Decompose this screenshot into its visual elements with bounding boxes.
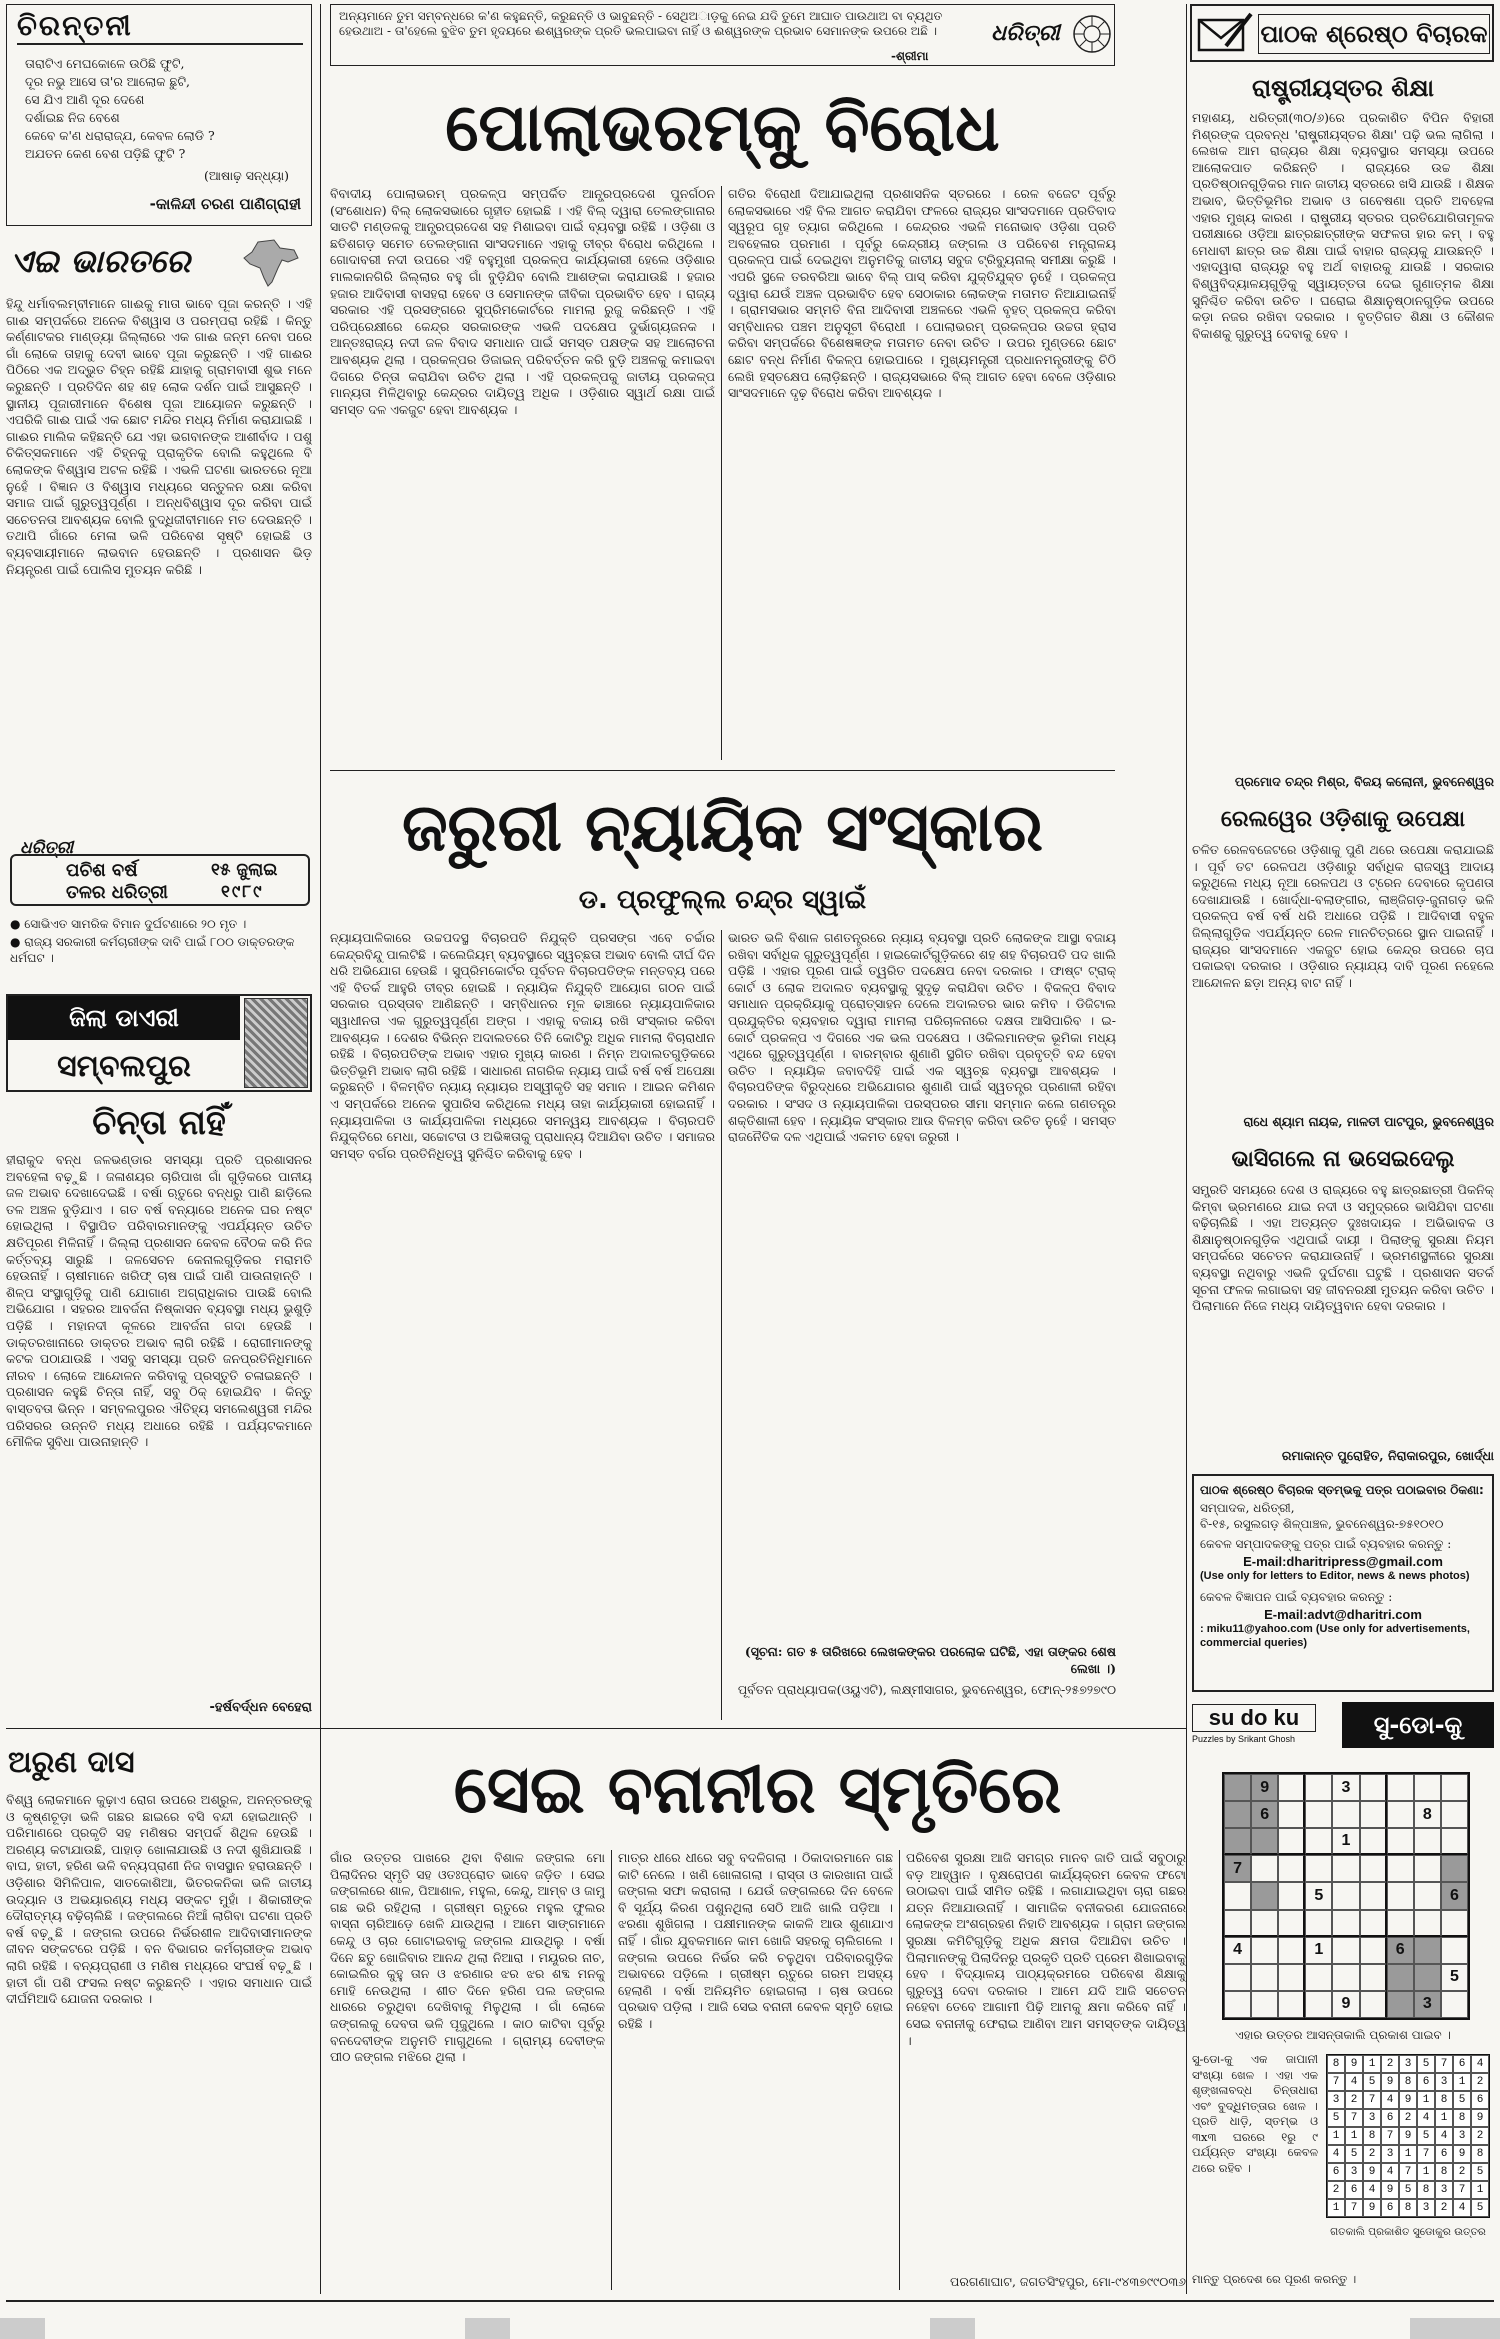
sudoku-solution-cell: 1: [1327, 2199, 1345, 2217]
sudoku-cell[interactable]: [1441, 1774, 1468, 1801]
arun-col-3: ପରିବେଶ ସୁରକ୍ଷା ଆଜି ସମଗ୍ର ମାନବ ଜାତି ପାଇଁ ସବୁଠାରୁ ବଡ଼ ଆହ୍ୱାନ । ବୃକ୍ଷରୋପଣ କାର୍ଯ୍ୟକ୍ରମ କେବଳ ଫଟୋ ଉଠାଇବା ପାଇଁ ସୀମିତ ରହିଛି । ଲଗାଯାଇଥିବା ଚାରା ଗଛର ଯତ୍ନ ନିଆଯାଉନାହିଁ । ସାମାଜିକ ବନୀକରଣ ଯୋଜନାରେ ଲୋକଙ୍କ ଅଂଶଗ୍ରହଣ ନିହାତି ଆବଶ୍ୟକ । ଗ୍ରାମ ଜଙ୍ଗଲ ସୁରକ୍ଷା କମିଟିଗୁଡ଼ିକୁ ଅଧିକ କ୍ଷମତା ଦିଆଯିବା ଉଚିତ । ପିଲାମାନଙ୍କୁ ପିଲାଦିନରୁ ପ୍ରକୃତି ପ୍ରତି ପ୍ରେମ ଶିଖାଇବାକୁ ହେବ । ବିଦ୍ୟାଳୟ ପାଠ୍ୟକ୍ରମରେ ପରିବେଶ ଶିକ୍ଷାକୁ ଗୁରୁତ୍ୱ ଦେବା ଦରକାର । ଆମେ ଯଦି ଆଜି ସଚେତନ ନହେବା ତେବେ ଆଗାମୀ ପିଢ଼ି ଆମକୁ କ୍ଷମା କରିବେ ନାହିଁ । ସେଇ ବନାନୀକୁ ଫେରାଇ ଆଣିବା ଆମ ସମସ୍ତଙ୍କ ଦାୟିତ୍ୱ ।: [906, 1850, 1186, 2048]
sudoku-solution-cell: 6: [1381, 2199, 1399, 2217]
sudoku-solution-cell: 9: [1399, 2127, 1417, 2145]
sudoku-solution-cell: 7: [1327, 2073, 1345, 2091]
sudoku-cell[interactable]: [1224, 1801, 1251, 1828]
left-col-divider: [320, 4, 321, 2294]
dharitri-logo-small: ଧରିତ୍ରୀ: [991, 21, 1060, 46]
sudoku-cell[interactable]: 6: [1251, 1801, 1278, 1828]
sudoku-grid[interactable]: [1222, 1772, 1470, 2020]
right-col-divider: [1186, 4, 1187, 2294]
sudoku-solution-cell: 3: [1381, 2145, 1399, 2163]
pachisha-box: [6, 838, 312, 908]
sudoku-solution-cell: 6: [1471, 2091, 1489, 2109]
sudoku-cell[interactable]: 9: [1332, 1991, 1359, 2018]
sudoku-solution-cell: 8: [1399, 2199, 1417, 2217]
lead-col-2: ଗତିର ବିରୋଧୀ ଦିଆଯାଇଥିଲା ପ୍ରଶାସନିକ ସ୍ତରରେ । ରେଳ ବଜେଟ ପୂର୍ବରୁ ଲୋକସଭାରେ ଏହି ବିଲ ଆଗତ କରାଯିବା ଫଳରେ ରାଜ୍ୟର ସାଂସଦମାନେ ପ୍ରତିବାଦ ସ୍ୱରୂପ ଗୃହ ତ୍ୟାଗ କରିଥିଲେ । କେନ୍ଦ୍ରର ଏଭଳି ମନୋଭାବ ଓଡ଼ିଶା ପ୍ରତି ଅବହେଳାର ପ୍ରମାଣ । ପୂର୍ବରୁ କେନ୍ଦ୍ରୀୟ ଜଙ୍ଗଲ ଓ ପରିବେଶ ମନ୍ତ୍ରାଳୟ ପ୍ରକଳ୍ପ ପାଇଁ ଦେଇଥିବା ଅନୁମତିକୁ ଜାତୀୟ ସବୁଜ ଟ୍ରିବ୍ୟୁନାଲ୍ ସମୀକ୍ଷା କରୁଛି । ଏପରି ସ୍ଥଳେ ତରବରିଆ ଭାବେ ବିଲ୍ ପାସ୍ କରିବା ଯୁକ୍ତିଯୁକ୍ତ ନୁହେଁ । ପ୍ରକଳ୍ପ ଦ୍ୱାରା ଯେଉଁ ଅଞ୍ଚଳ ପ୍ରଭାବିତ ହେବ ସେଠାକାର ଲୋକଙ୍କ ମତାମତ ନିଆଯାଇନାହିଁ । ଗ୍ରାମସଭାର ସମ୍ମତି ବିନା ଆଦିବାସୀ ଅଞ୍ଚଳରେ ଏଭଳି ବୃହତ୍ ପ୍ରକଳ୍ପ କରିବା ସମ୍ବିଧାନର ପଞ୍ଚମ ଅନୁସୂଚୀ ବିରୋଧୀ । ପୋଲାଭରମ୍ ପ୍ରକଳ୍ପର ଉଚ୍ଚତା ହ୍ରାସ କରିବା ସମ୍ପର୍କରେ ବିଶେଷଜ୍ଞଙ୍କ ମତାମତ ନେବା ଉଚିତ । ଉପର ମୁଣ୍ଡରେ ଛୋଟ ଛୋଟ ବନ୍ଧ ନିର୍ମାଣ ବିକଳ୍ପ ହୋଇପାରେ । ମୁଖ୍ୟମନ୍ତ୍ରୀ ପ୍ରଧାନମନ୍ତ୍ରୀଙ୍କୁ ଚିଠି ଲେଖି ହସ୍ତକ୍ଷେପ ଲୋଡ଼ିଛନ୍ତି । ରାଜ୍ୟସଭାରେ ବିଲ୍ ଆଗତ ହେବା ବେଳେ ଓଡ଼ିଶାର ସାଂସଦମାନେ ଦୃଢ଼ ବିରୋଧ କରିବା ଆବଶ୍ୟକ ।: [728, 186, 1116, 401]
sudoku-solution-cell: 8: [1399, 2073, 1417, 2091]
contact-line-1: ସମ୍ପାଦକ, ଧରିତ୍ରୀ,: [1200, 1501, 1295, 1515]
sudoku-cell[interactable]: [1387, 1910, 1414, 1937]
sudoku-cell[interactable]: [1414, 1882, 1441, 1909]
sudoku-cell[interactable]: [1278, 1991, 1305, 2018]
sudoku-solution-cell: 1: [1363, 2055, 1381, 2073]
sudoku-solution-cell: 7: [1417, 2145, 1435, 2163]
sudoku-solution-cell: 4: [1345, 2073, 1363, 2091]
sudoku-solution-cell: 9: [1363, 2199, 1381, 2217]
sudoku-cell[interactable]: [1305, 1964, 1332, 1991]
contact-email-2b[interactable]: : miku11@yahoo.com (Use only for advertisements, commercial queries): [1200, 1623, 1470, 1649]
lead-col-divider: [721, 186, 722, 760]
contact-ad-note: କେବଳ ବିଜ୍ଞାପନ ପାଇଁ ବ୍ୟବହାର କରନ୍ତୁ :: [1200, 1590, 1393, 1604]
sudoku-solution-cell: 4: [1417, 2109, 1435, 2127]
quote-text: ଅନ୍ୟମାନେ ତୁମ ସମ୍ବନ୍ଧରେ କ'ଣ କହୁଛନ୍ତି, କରୁଛନ୍ତି ଓ ଭାବୁଛନ୍ତି - ସେଥିଅାଡ଼କୁ ନେଇ ଯଦି ତୁମେ ଆଘାତ ପାଉଥାଅ ବା ବ୍ୟଥିତ ହେଉଥାଅ - ତା'ହେଲେ ବୁଝିବ ତୁମ ହୃଦୟରେ ଈଶ୍ୱରଙ୍କ ପ୍ରତି ଭଲପାଇବା ନାହିଁ ଓ ଈଶ୍ୱରଙ୍କ ପ୍ରଭାବ ସେମାନଙ୍କ ଉପରେ ଅଛି ।: [339, 9, 943, 38]
sudoku-solution-cell: 5: [1345, 2145, 1363, 2163]
sudoku-cell[interactable]: [1278, 1910, 1305, 1937]
sudoku-cell[interactable]: [1251, 1855, 1278, 1882]
sudoku-solution-cell: 8: [1327, 2055, 1345, 2073]
sudoku-solution-cell: 7: [1345, 2109, 1363, 2127]
sudoku-solution-cell: 8: [1453, 2109, 1471, 2127]
letter-2-text: ଚଳିତ ରେଳବଜେଟରେ ଓଡ଼ିଶାକୁ ପୁଣି ଥରେ ଉପେକ୍ଷା କରାଯାଇଛି । ପୂର୍ବ ତଟ ରେଳପଥ ଓଡ଼ିଶାରୁ ସର୍ବାଧିକ ରାଜସ୍ୱ ଆଦାୟ କରୁଥିଲେ ମଧ୍ୟ ନୂଆ ରେଳପଥ ଓ ଟ୍ରେନ ଦେବାରେ କୃପଣତା ଦେଖାଯାଉଛି । ଖୋର୍ଦ୍ଧା-ବଲାଙ୍ଗୀର, ଲାଞ୍ଜିଗଡ଼-ଜୁନାଗଡ଼ ଭଳି ପ୍ରକଳ୍ପ ବର୍ଷ ବର୍ଷ ଧରି ଅଧାରେ ପଡ଼ିଛି । ଆଦିବାସୀ ବହୁଳ ଜିଲ୍ଲାଗୁଡ଼ିକ ଏପର୍ଯ୍ୟନ୍ତ ରେଳ ମାନଚିତ୍ରରେ ସ୍ଥାନ ପାଇନାହିଁ । ରାଜ୍ୟର ସାଂସଦମାନେ ଏକଜୁଟ ହୋଇ କେନ୍ଦ୍ର ଉପରେ ଚାପ ପକାଇବା ଦରକାର । ଓଡ଼ିଶାର ନ୍ୟାଯ୍ୟ ଦାବି ପୂରଣ ନହେଲେ ଆନ୍ଦୋଳନ ଛଡ଼ା ଅନ୍ୟ ବାଟ ନାହିଁ ।: [1192, 842, 1494, 990]
justice-headline: ଜରୁରୀ ନ୍ୟାୟିକ ସଂସ୍କାର: [401, 789, 1044, 866]
chiranthani-source: (ଆଷାଢ଼ ସନ୍ଧ୍ୟା): [204, 168, 289, 183]
contact-email-1[interactable]: E-mail:dharitripress@gmail.com: [1243, 1554, 1443, 1569]
sudoku-cell[interactable]: [1387, 1801, 1414, 1828]
arun-title: ଅରୁଣ ଦାସ: [8, 1745, 135, 1780]
sudoku-solution-cell: 4: [1381, 2163, 1399, 2181]
arun-divider-1: [611, 1850, 612, 2290]
sudoku-credit: Puzzles by Srikant Ghosh: [1192, 1734, 1296, 1744]
sudoku-solution-cell: 1: [1417, 2091, 1435, 2109]
sudoku-cell[interactable]: [1360, 1828, 1387, 1855]
arun-text: ବିଶ୍ୱ ଲୋକମାନେ କୁଢ଼ାଏ ରୋଗ ଉପରେ ଅଶ୍ରୁଳ, ଅନନ୍ତରଙ୍କୁ ଓ କୃଷ୍ଣଚୂଡ଼ା ଭଳି ଗଛର ଛାଇରେ ବସି ବନ୍ଦୀ ହୋଇଥାନ୍ତି । ପରିମାଣରେ ପ୍ରକୃତି ସହ ମଣିଷର ସମ୍ପର୍କ ଶିଥିଳ ହେଉଛି । ଅରଣ୍ୟ କଟାଯାଉଛି, ପାହାଡ଼ ଖୋଳାଯାଉଛି ଓ ନଦୀ ଶୁଖିଯାଉଛି । ବାଘ, ହାତୀ, ହରିଣ ଭଳି ବନ୍ୟପ୍ରାଣୀ ନିଜ ବାସସ୍ଥାନ ହରାଉଛନ୍ତି । ଓଡ଼ିଶାର ସିମିଳିପାଳ, ସାତକୋଶିଆ, ଭିତରକନିକା ଭଳି ଜାତୀୟ ଉଦ୍ୟାନ ଓ ଅଭୟାରଣ୍ୟ ମଧ୍ୟ ସଙ୍କଟ ମୁହାଁ । ଶିକାରୀଙ୍କ ଦୌରାତ୍ମ୍ୟ ବଢ଼ିଚାଲିଛି । ଜଙ୍ଗଲରେ ନିଆଁ ଲାଗିବା ଘଟଣା ପ୍ରତି ବର୍ଷ ବଢ଼ୁଛି । ଜଙ୍ଗଲ ଉପରେ ନିର୍ଭରଶୀଳ ଆଦିବାସୀମାନଙ୍କ ଜୀବନ ସଙ୍କଟରେ ପଡ଼ିଛି । ବନ ବିଭାଗର କର୍ମଚାରୀଙ୍କ ଅଭାବ ଲାଗି ରହିଛି । ବନ୍ୟପ୍ରାଣୀ ଓ ମଣିଷ ମଧ୍ୟରେ ସଂଘର୍ଷ ବଢ଼ୁଛି । ହାତୀ ଗାଁ ପଶି ଫସଲ ନଷ୍ଟ କରୁଛନ୍ତି । ଏହାର ସମାଧାନ ପାଇଁ ଦୀର୍ଘମିଆଦି ଯୋଜନା ଦରକାର ।: [6, 1792, 312, 2007]
sudoku-cell[interactable]: [1224, 1991, 1251, 2018]
sudoku-cell[interactable]: [1251, 1964, 1278, 1991]
sudoku-solution-cell: 8: [1471, 2145, 1489, 2163]
sudoku-solution-cell: 2: [1327, 2181, 1345, 2199]
letter-3-author: ରମାକାନ୍ତ ପୁରୋହିତ, ନିରାକାରପୁର, ଖୋର୍ଦ୍ଧା: [1281, 1448, 1494, 1463]
sudoku-solution-cell: 9: [1471, 2109, 1489, 2127]
sudoku-cell[interactable]: [1360, 1910, 1387, 1937]
sudoku-cell[interactable]: [1360, 1855, 1387, 1882]
sudoku-solution-cell: 8: [1363, 2127, 1381, 2145]
sun-emblem-icon: [1071, 13, 1113, 55]
sudoku-cell[interactable]: 3: [1332, 1774, 1359, 1801]
verse-line: କେବେ କ'ଣ ଧରାରାଜ୍ଯ, କେବଳ ଲୋଡି ?: [25, 128, 215, 143]
ei-bharat-header: [6, 238, 312, 288]
justice-col-1: ନ୍ୟାୟପାଳିକାରେ ଉଚ୍ଚପଦସ୍ଥ ବିଚାରପତି ନିଯୁକ୍ତି ପ୍ରସଙ୍ଗ ଏବେ ଚର୍ଚ୍ଚାର କେନ୍ଦ୍ରବିନ୍ଦୁ ପାଲଟିଛି । କଲେଜିୟମ୍ ବ୍ୟବସ୍ଥାରେ ସ୍ୱଚ୍ଛତା ଅଭାବ ବୋଲି ଦୀର୍ଘ ଦିନ ଧରି ଅଭିଯୋଗ ହେଉଛି । ସୁପ୍ରିମକୋର୍ଟର ପୂର୍ବତନ ବିଚାରପତିଙ୍କ ମନ୍ତବ୍ୟ ପରେ ଏହି ବିତର୍କ ଆହୁରି ତୀବ୍ର ହୋଇଛି । ନ୍ୟାୟିକ ନିଯୁକ୍ତି ଆୟୋଗ ଗଠନ ପାଇଁ ସରକାର ପ୍ରସ୍ତାବ ଆଣିଛନ୍ତି । ସମ୍ବିଧାନର ମୂଳ ଢାଞ୍ଚାରେ ନ୍ୟାୟପାଳିକାର ସ୍ୱାଧୀନତା ଏକ ଗୁରୁତ୍ୱପୂର୍ଣ୍ଣ ଅଙ୍ଗ । ଏହାକୁ ବଜାୟ ରଖି ସଂସ୍କାର କରିବା ଆବଶ୍ୟକ । ଦେଶର ବିଭିନ୍ନ ଅଦାଲତରେ ତିନି କୋଟିରୁ ଅଧିକ ମାମଲା ବିଚାରାଧୀନ ରହିଛି । ବିଚାରପତିଙ୍କ ଅଭାବ ଏହାର ମୁଖ୍ୟ କାରଣ । ନିମ୍ନ ଅଦାଲତଗୁଡ଼ିକରେ ଭିତ୍ତିଭୂମି ଅଭାବ ଲାଗି ରହିଛି । ସାଧାରଣ ନାଗରିକ ନ୍ୟାୟ ପାଇଁ ବର୍ଷ ବର୍ଷ ଅପେକ୍ଷା କରୁଛନ୍ତି । ବିଳମ୍ବିତ ନ୍ୟାୟ ନ୍ୟାୟର ଅସ୍ୱୀକୃତି ସହ ସମାନ । ଆଇନ କମିଶନ ଏ ସମ୍ପର୍କରେ ଅନେକ ସୁପାରିସ କରିଥିଲେ ମଧ୍ୟ ତାହା କାର୍ଯ୍ୟକାରୀ ହୋଇନାହିଁ । ନ୍ୟାୟପାଳିକା ଓ କାର୍ଯ୍ୟପାଳିକା ମଧ୍ୟରେ ସମନ୍ୱୟ ଆବଶ୍ୟକ । ବିଚାରପତି ନିଯୁକ୍ତିରେ ମେଧା, ସଚ୍ଚୋଟତା ଓ ଅଭିଜ୍ଞତାକୁ ପ୍ରାଧାନ୍ୟ ଦିଆଯିବା ଉଚିତ । ସମାଜର ସମସ୍ତ ବର୍ଗର ପ୍ରତିନିଧିତ୍ୱ ସୁନିଶ୍ଚିତ କରିବାକୁ ହେବ ।: [330, 930, 715, 1161]
verse-line: ସେ ଯିଏ ଆଣି ଦୂର ଦେଶେ: [25, 92, 145, 107]
sudoku-cell[interactable]: [1332, 1937, 1359, 1964]
sudoku-title: ସୁ-ଡୋ-କୁ: [1342, 1702, 1494, 1748]
sudoku-solution-cell: 2: [1345, 2091, 1363, 2109]
sudoku-cell[interactable]: [1360, 1801, 1387, 1828]
sudoku-cell[interactable]: [1305, 1910, 1332, 1937]
sudoku-solution-cell: 2: [1363, 2145, 1381, 2163]
sudoku-cell[interactable]: [1305, 1828, 1332, 1855]
sudoku-cell[interactable]: [1360, 1937, 1387, 1964]
chiranthani-title: ଚିରନ୍ତନୀ: [17, 9, 303, 45]
pachisha-date-2: ୧୯୮୯: [221, 882, 264, 902]
jilla-label: ଜିଲା ଡାଏରୀ: [8, 996, 240, 1040]
sudoku-solution-cell: 1: [1327, 2127, 1345, 2145]
sudoku-cell[interactable]: [1224, 1828, 1251, 1855]
sudoku-solution-cell: 7: [1453, 2181, 1471, 2199]
chiranthani-verse: [25, 55, 305, 163]
sudoku-cell[interactable]: [1278, 1964, 1305, 1991]
sudoku-cell[interactable]: [1441, 1991, 1468, 2018]
pachisha-label-1: ପଚିଶ ବର୍ଷ: [66, 860, 138, 881]
sudoku-solution-cell: 2: [1471, 2073, 1489, 2091]
quote-box: [330, 4, 1115, 66]
letter-2-title: ରେଲୱେର ଓଡ଼ିଶାକୁ ଉପେକ୍ଷା: [1220, 807, 1466, 832]
sudoku-solution-cell: 6: [1435, 2145, 1453, 2163]
sudoku-solution-cell: 5: [1471, 2163, 1489, 2181]
sudoku-cell[interactable]: 5: [1441, 1964, 1468, 1991]
sudoku-cell[interactable]: [1441, 1937, 1468, 1964]
sudoku-solution-cell: 6: [1345, 2181, 1363, 2199]
pachisha-logo: ଧରିତ୍ରୀ: [16, 838, 77, 858]
chiranthani-box: [6, 4, 312, 226]
justice-col-2: ଭାରତ ଭଳି ବିଶାଳ ଗଣତନ୍ତ୍ରରେ ନ୍ୟାୟ ବ୍ୟବସ୍ଥା ପ୍ରତି ଲୋକଙ୍କ ଆସ୍ଥା ବଜାୟ ରଖିବା ସର୍ବାଧିକ ଗୁରୁତ୍ୱପୂର୍ଣ୍ଣ । ହାଇକୋର୍ଟଗୁଡ଼ିକରେ ଶହ ଶହ ବିଚାରପତି ପଦ ଖାଲି ପଡ଼ିଛି । ଏହାର ପୂରଣ ପାଇଁ ତ୍ୱରିତ ପଦକ୍ଷେପ ନେବା ଦରକାର । ଫାଷ୍ଟ ଟ୍ରାକ୍ କୋର୍ଟ ଓ ଲୋକ ଅଦାଲତ ବ୍ୟବସ୍ଥାକୁ ସୁଦୃଢ଼ କରାଯିବା ଉଚିତ । ବିକଳ୍ପ ବିବାଦ ସମାଧାନ ପ୍ରକ୍ରିୟାକୁ ପ୍ରୋତ୍ସାହନ ଦେଲେ ଅଦାଲତର ଭାର କମିବ । ଡିଜିଟାଲ ପ୍ରଯୁକ୍ତିର ବ୍ୟବହାର ଦ୍ୱାରା ମାମଲା ପରିଚାଳନାରେ ଦକ୍ଷତା ଆସିପାରିବ । ଇ-କୋର୍ଟ ପ୍ରକଳ୍ପ ଏ ଦିଗରେ ଏକ ଭଲ ପଦକ୍ଷେପ । ଓକିଲମାନଙ୍କ ଭୂମିକା ମଧ୍ୟ ଏଥିରେ ଗୁରୁତ୍ୱପୂର୍ଣ୍ଣ । ବାରମ୍ବାର ଶୁଣାଣି ସ୍ଥଗିତ ରଖିବା ପ୍ରବୃତ୍ତି ବନ୍ଦ ହେବା ଉଚିତ । ନ୍ୟାୟିକ ଜବାବଦିହି ପାଇଁ ଏକ ସ୍ୱଚ୍ଛ ବ୍ୟବସ୍ଥା ଆବଶ୍ୟକ । ବିଚାରପତିଙ୍କ ବିରୁଦ୍ଧରେ ଅଭିଯୋଗର ଶୁଣାଣି ପାଇଁ ସ୍ୱତନ୍ତ୍ର ପ୍ରଣାଳୀ ରହିବା ଦରକାର । ସଂସଦ ଓ ନ୍ୟାୟପାଳିକା ପରସ୍ପରର ସୀମା ସମ୍ମାନ କଲେ ଗଣତନ୍ତ୍ର ଶକ୍ତିଶାଳୀ ହେବ । ନ୍ୟାୟିକ ସଂସ୍କାର ଆଉ ବିଳମ୍ବ କରିବା ଉଚିତ ନୁହେଁ । ସମସ୍ତ ରାଜନୈତିକ ଦଳ ଏଥିପାଇଁ ଏକମତ ହେବା ଜରୁରୀ ।: [728, 930, 1116, 1145]
justice-footer: (ସୂଚନା: ଗତ ୫ ତାରିଖରେ ଲେଖକଙ୍କର ପରଲୋକ ଘଟିଛି, ଏହା ତାଙ୍କର ଶେଷ ଲେଖା ।): [744, 1644, 1116, 1676]
sudoku-solution-cell: 8: [1417, 2181, 1435, 2199]
letter-1-title: ରାଷ୍ଟ୍ରୀୟସ୍ତର ଶିକ୍ଷା: [1251, 74, 1435, 102]
sudoku-cell[interactable]: [1441, 1801, 1468, 1828]
ei-bharat-text: ହିନ୍ଦୁ ଧର୍ମାବଲମ୍ବୀମାନେ ଗାଈକୁ ମାତା ଭାବେ ପୂଜା କରନ୍ତି । ଏହି ଗାଈ ସମ୍ପର୍କରେ ଅନେକ ବିଶ୍ୱାସ ଓ ପରମ୍ପରା ରହିଛି । କିନ୍ତୁ କର୍ଣ୍ଣାଟକର ମାଣ୍ଡ୍ୟା ଜିଲ୍ଲାରେ ଏକ ଗାଈ ଜନ୍ମ ନେବା ପରେ ଗାଁ ଲୋକେ ତାହାକୁ ଦେବୀ ଭାବେ ପୂଜା କରୁଛନ୍ତି । ଏହି ଗାଈର ପିଠିରେ ଏକ ଅଦ୍ଭୁତ ଚିହ୍ନ ରହିଛି ଯାହାକୁ ଗ୍ରାମବାସୀ ଶୁଭ ମନେ କରୁଛନ୍ତି । ପ୍ରତିଦିନ ଶହ ଶହ ଲୋକ ଦର୍ଶନ ପାଇଁ ଆସୁଛନ୍ତି । ସ୍ଥାନୀୟ ପୂଜାରୀମାନେ ବିଶେଷ ପୂଜା ଆୟୋଜନ କରୁଛନ୍ତି । ଏପରିକି ଗାଈ ପାଇଁ ଏକ ଛୋଟ ମନ୍ଦିର ମଧ୍ୟ ନିର୍ମାଣ କରାଯାଇଛି । ଗାଈର ମାଲିକ କହିଛନ୍ତି ଯେ ଏହା ଭଗବାନଙ୍କ ଆଶୀର୍ବାଦ । ପଶୁ ଚିକିତ୍ସକମାନେ ଏହି ଚିହ୍ନକୁ ପ୍ରାକୃତିକ ବୋଲି କହୁଥିଲେ ବି ଲୋକଙ୍କ ବିଶ୍ୱାସ ଅଟଳ ରହିଛି । ଏଭଳି ଘଟଣା ଭାରତରେ ନୂଆ ନୁହେଁ । ବିଜ୍ଞାନ ଓ ବିଶ୍ୱାସ ମଧ୍ୟରେ ସନ୍ତୁଳନ ରକ୍ଷା କରିବା ସମାଜ ପାଇଁ ଗୁରୁତ୍ୱପୂର୍ଣ୍ଣ । ଅନ୍ଧବିଶ୍ୱାସ ଦୂର କରିବା ପାଇଁ ସଚେତନତା ଆବଶ୍ୟକ ବୋଲି ବୁଦ୍ଧିଜୀବୀମାନେ ମତ ଦେଉଛନ୍ତି । ତଥାପି ଗାଁରେ ମେଳା ଭଳି ପରିବେଶ ସୃଷ୍ଟି ହୋଇଛି ଓ ବ୍ୟବସାୟୀମାନେ ଲାଭବାନ ହେଉଛନ୍ତି । ପ୍ରଶାସନ ଭିଡ଼ ନିୟନ୍ତ୍ରଣ ପାଇଁ ପୋଲିସ ମୁତୟନ କରିଛି ।: [6, 296, 312, 577]
verse-line: ତାରାଟିଏ ମେଘକୋଳେ ଉଠିଛି ଫୁଟି,: [25, 56, 185, 71]
india-map-icon: [238, 238, 302, 288]
sudoku-solution-cell: 3: [1345, 2163, 1363, 2181]
sudoku-footer-text: ମାନ୍ତୁ ପ୍ରଦେଶ ରେ ପୂରଣ କରନ୍ତୁ ।: [1192, 2272, 1357, 2286]
sudoku-solution-cell: 7: [1363, 2091, 1381, 2109]
sudoku-cell[interactable]: [1224, 1774, 1251, 1801]
sudoku-solution-cell: 8: [1435, 2091, 1453, 2109]
sudoku-solution-cell: 4: [1435, 2127, 1453, 2145]
sudoku-solution-cell: 7: [1381, 2127, 1399, 2145]
quote-attribution: -ଶ୍ରୀମା: [891, 49, 929, 63]
sudoku-header: [1192, 1702, 1494, 1750]
sudoku-solution-cell: 7: [1345, 2199, 1363, 2217]
sudoku-solution-cell: 1: [1471, 2181, 1489, 2199]
sudoku-solution-cell: 5: [1417, 2127, 1435, 2145]
sudoku-cell[interactable]: [1414, 1828, 1441, 1855]
sudoku-cell[interactable]: [1387, 1855, 1414, 1882]
sudoku-solution-cell: 3: [1327, 2091, 1345, 2109]
sudoku-cell[interactable]: [1360, 1964, 1387, 1991]
sudoku-cell[interactable]: [1332, 1910, 1359, 1937]
sudoku-cell[interactable]: 1: [1332, 1828, 1359, 1855]
reader-banner: [1190, 4, 1494, 62]
justice-top-rule: [330, 770, 1115, 771]
sudoku-solution-cell: 2: [1471, 2127, 1489, 2145]
contact-line-2: ବି-୧୫, ରସୁଲଗଡ଼ ଶିଳ୍ପାଞ୍ଚଳ, ଭୁବନେଶ୍ୱର-୭୫୧୦୧୦: [1200, 1517, 1444, 1531]
sudoku-solution-cell: 3: [1435, 2181, 1453, 2199]
sudoku-solution-cell: 5: [1363, 2073, 1381, 2091]
sudoku-solution-cell: 1: [1399, 2145, 1417, 2163]
sudoku-brand: su do ku: [1192, 1704, 1316, 1732]
sudoku-solution-cell: 4: [1471, 2055, 1489, 2073]
sudoku-solution-cell: 9: [1399, 2091, 1417, 2109]
pachisha-bullet-2: ● ରାଜ୍ୟ ସରକାରୀ କର୍ମଚାରୀଙ୍କ ଦାବି ପାଇଁ ୮୦୦ ଡାକ୍ତରଙ୍କ ଧର୍ମଘଟ ।: [10, 935, 295, 965]
sudoku-solution-cell: 3: [1453, 2127, 1471, 2145]
sudoku-rules: ସୁ-ଡୋ-କୁ ଏକ ଜାପାନୀ ସଂଖ୍ୟା ଖେଳ । ଏହା ଏକ ଶୃଙ୍ଖଳାବଦ୍ଧ ଚିନ୍ତାଧାରା ଏବଂ ବୁଦ୍ଧିମତ୍ତାର ଖେଳ । ପ୍ରତି ଧାଡ଼ି, ସ୍ତମ୍ଭ ଓ ୩x୩ ଘରରେ ୧ରୁ ୯ ପର୍ଯ୍ୟନ୍ତ ସଂଖ୍ୟା କେବଳ ଥରେ ରହିବ ।: [1192, 2052, 1318, 2175]
sudoku-cell[interactable]: [1332, 1882, 1359, 1909]
sudoku-cell[interactable]: [1414, 1855, 1441, 1882]
sudoku-solution-cell: 3: [1399, 2055, 1417, 2073]
contact-email-2[interactable]: E-mail:advt@dharitri.com: [1264, 1607, 1422, 1622]
sudoku-solution-cell: 9: [1381, 2073, 1399, 2091]
reader-banner-title: ପାଠକ ଶ୍ରେଷ୍ଠ ବିଚାରକ: [1258, 14, 1490, 54]
sudoku-cell[interactable]: [1332, 1855, 1359, 1882]
lead-headline: ପୋଲାଭରମ୍‌କୁ ବିରୋଧ: [445, 89, 1000, 166]
sudoku-cell[interactable]: [1332, 1801, 1359, 1828]
letter-3-text: ସମ୍ପ୍ରତି ସମୟରେ ଦେଶ ଓ ରାଜ୍ୟରେ ବହୁ ଛାତ୍ରଛାତ୍ରୀ ପିକନିକ୍ କିମ୍ବା ଭ୍ରମଣରେ ଯାଇ ନଦୀ ଓ ସମୁଦ୍ରରେ ଭାସିଯିବା ଘଟଣା ବଢ଼ିଚାଲିଛି । ଏହା ଅତ୍ୟନ୍ତ ଦୁଃଖଦାୟକ । ଅଭିଭାବକ ଓ ଶିକ୍ଷାନୁଷ୍ଠାନଗୁଡ଼ିକ ଏଥିପାଇଁ ଦାୟୀ । ପିଲାଙ୍କୁ ସୁରକ୍ଷା ନିୟମ ସମ୍ପର୍କରେ ସଚେତନ କରାଯାଉନାହିଁ । ଭ୍ରମଣସ୍ଥଳୀରେ ସୁରକ୍ଷା ବ୍ୟବସ୍ଥା ନଥିବାରୁ ଏଭଳି ଦୁର୍ଘଟଣା ଘଟୁଛି । ପ୍ରଶାସନ ସତର୍କ ସୂଚନା ଫଳକ ଲଗାଇବା ସହ ଜୀବନରକ୍ଷୀ ମୁତୟନ କରିବା ଉଚିତ । ପିଲାମାନେ ନିଜେ ମଧ୍ୟ ଦାୟିତ୍ୱବାନ ହେବା ଦରକାର ।: [1192, 1182, 1494, 1314]
sudoku-cell[interactable]: 9: [1251, 1774, 1278, 1801]
pachisha-label-2: ତଳର ଧରିତ୍ରୀ: [66, 882, 168, 903]
sudoku-solution-cell: 1: [1417, 2163, 1435, 2181]
sudoku-solution-cell: 8: [1435, 2163, 1453, 2181]
sudoku-cell[interactable]: [1387, 1828, 1414, 1855]
sudoku-cell[interactable]: [1305, 1801, 1332, 1828]
sudoku-solution-grid: [1326, 2054, 1490, 2218]
sudoku-solution-cell: 5: [1471, 2199, 1489, 2217]
arun-address: ପରଗଣାଘାଟ, ଜଗତସିଂହପୁର, ମୋ-୯୪୩୭୯୯୦୩୬: [950, 2274, 1186, 2289]
letter-pen-icon: [1196, 10, 1254, 58]
sudoku-cell[interactable]: [1441, 1855, 1468, 1882]
sudoku-cell[interactable]: 1: [1305, 1937, 1332, 1964]
sudoku-solution-cell: 7: [1399, 2163, 1417, 2181]
sudoku-solution-cell: 3: [1435, 2073, 1453, 2091]
letter-3-title: ଭାସିଗଲେ ନା ଭସେଇଦେଲୁ: [1231, 1147, 1455, 1172]
sudoku-cell[interactable]: [1387, 1964, 1414, 1991]
sudoku-cell[interactable]: [1224, 1882, 1251, 1909]
pachisha-date-1: ୧୫ ଜୁଲାଇ: [211, 860, 278, 880]
verse-line: ଦର୍ଶାଇଛ ନିଜ ବେଶେ: [25, 110, 120, 125]
jilla-headline: ଚିନ୍ତା ନାହିଁ: [92, 1103, 226, 1143]
arun-col-2: ମାତ୍ର ଧୀରେ ଧୀରେ ସବୁ ବଦଳିଗଲା । ଠିକାଦାରମାନେ ଗଛ କାଟି ନେଲେ । ଖଣି ଖୋଳାଗଲା । ରାସ୍ତା ଓ କାରଖାନା ପାଇଁ ଜଙ୍ଗଲ ସଫା କରାଗଲା । ଯେଉଁ ଜଙ୍ଗଲରେ ଦିନ ବେଳେ ବି ସୂର୍ଯ୍ୟ କିରଣ ପଶୁନଥିଲା ସେଠି ଆଜି ଖାଲି ପଡ଼ିଆ । ଝରଣା ଶୁଖିଗଲା । ପକ୍ଷୀମାନଙ୍କ କାକଳି ଆଉ ଶୁଣାଯାଏ ନାହିଁ । ଗାଁର ଯୁବକମାନେ କାମ ଖୋଜି ସହରକୁ ଚାଲିଗଲେ । ଜଙ୍ଗଲ ଉପରେ ନିର୍ଭର କରି ଚଳୁଥିବା ପରିବାରଗୁଡ଼ିକ ଅଭାବରେ ପଡ଼ିଲେ । ଗ୍ରୀଷ୍ମ ଋତୁରେ ଗରମ ଅସହ୍ୟ ହେଲାଣି । ବର୍ଷା ଅନିୟମିତ ହୋଇଗଲା । ଚାଷ ଉପରେ ପ୍ରଭାବ ପଡ଼ିଲା । ଆଜି ସେଇ ବନାନୀ କେବଳ ସ୍ମୃତି ହୋଇ ରହିଛି ।: [618, 1850, 893, 2031]
jilla-author: -ହର୍ଷବର୍ଦ୍ଧନ ବେହେରା: [209, 1700, 312, 1715]
jilla-place: ସମ୍ବଲପୁର: [57, 1049, 191, 1084]
sudoku-solution-cell: 5: [1327, 2109, 1345, 2127]
sudoku-cell[interactable]: [1278, 1774, 1305, 1801]
sudoku-solution-cell: 1: [1345, 2127, 1363, 2145]
sudoku-solution-cell: 3: [1417, 2199, 1435, 2217]
lead-col-1: ବିବାଦୀୟ ପୋଲାଭରମ୍ ପ୍ରକଳ୍ପ ସମ୍ପର୍କିତ ଆନ୍ଧ୍ରପ୍ରଦେଶ ପୁନର୍ଗଠନ (ସଂଶୋଧନ) ବିଲ୍ ଲୋକସଭାରେ ଗୃହୀତ ହୋଇଛି । ଏହି ବିଲ୍ ଦ୍ୱାରା ତେଲଙ୍ଗାନାର ସାତଟି ମଣ୍ଡଳକୁ ଆନ୍ଧ୍ରପ୍ରଦେଶ ସହ ମିଶାଇବା ପାଇଁ ବ୍ୟବସ୍ଥା ରହିଛି । ଓଡ଼ିଶା ଓ ଛତିଶଗଡ଼ ସମେତ ତେଲଙ୍ଗାନା ସାଂସଦମାନେ ଏହାକୁ ତୀବ୍ର ବିରୋଧ କରିଥିଲେ । ଗୋଦାବରୀ ନଦୀ ଉପରେ ଏହି ବହୁମୁଖୀ ପ୍ରକଳ୍ପ କାର୍ଯ୍ୟକାରୀ ହେଲେ ଓଡ଼ିଶାର ମାଲକାନଗିରି ଜିଲ୍ଲାର ବହୁ ଗାଁ ବୁଡ଼ିଯିବ ବୋଲି ଆଶଙ୍କା କରାଯାଉଛି । ହଜାର ହଜାର ଆଦିବାସୀ ବାସହରା ହେବେ ଓ ସେମାନଙ୍କ ଜୀବିକା ପ୍ରଭାବିତ ହେବ । ରାଜ୍ୟ ସରକାର ଏହି ପ୍ରସଙ୍ଗରେ ସୁପ୍ରିମକୋର୍ଟରେ ମାମଲା ରୁଜୁ କରିଛନ୍ତି । ଏହି ପରିପ୍ରେକ୍ଷୀରେ କେନ୍ଦ୍ର ସରକାରଙ୍କ ଏଭଳି ପଦକ୍ଷେପ ଦୁର୍ଭାଗ୍ୟଜନକ । ଆନ୍ତଃରାଜ୍ୟ ନଦୀ ଜଳ ବିବାଦ ସମାଧାନ ପାଇଁ ସମସ୍ତ ପକ୍ଷଙ୍କ ସହ ଆଲୋଚନା ଆବଶ୍ୟକ ଥିଲା । ପ୍ରକଳ୍ପର ଡିଜାଇନ୍ ପରିବର୍ତ୍ତନ କରି ବୁଡ଼ି ଅଞ୍ଚଳକୁ କମାଇବା ଦିଗରେ ଚିନ୍ତା କରାଯିବା ଉଚିତ ଥିଲା । ଏହି ପ୍ରକଳ୍ପକୁ ଜାତୀୟ ପ୍ରକଳ୍ପ ମାନ୍ୟତା ମିଳିଥିବାରୁ କେନ୍ଦ୍ରର ଦାୟିତ୍ୱ ଅଧିକ । ଓଡ଼ିଶାର ସ୍ୱାର୍ଥ ରକ୍ଷା ପାଇଁ ସମସ୍ତ ଦଳ ଏକଜୁଟ ହେବା ଆବଶ୍ୟକ ।: [330, 186, 715, 417]
sudoku-cell[interactable]: [1360, 1991, 1387, 2018]
sudoku-cell[interactable]: [1360, 1882, 1387, 1909]
sudoku-solution-cell: 9: [1453, 2145, 1471, 2163]
sudoku-cell[interactable]: 6: [1441, 1882, 1468, 1909]
sudoku-cell[interactable]: [1414, 1964, 1441, 1991]
sudoku-solution-cell: 6: [1453, 2055, 1471, 2073]
sudoku-cell[interactable]: [1441, 1910, 1468, 1937]
sudoku-cell[interactable]: [1251, 1910, 1278, 1937]
sudoku-solution-cell: 5: [1453, 2091, 1471, 2109]
sudoku-solution-cell: 4: [1363, 2181, 1381, 2199]
sudoku-solution-cell: 4: [1327, 2145, 1345, 2163]
pachisha-bullet-1: ● ସୋଭିଏତ ସାମରିକ ବିମାନ ଦୁର୍ଘଟଣାରେ ୨୦ ମୃତ ।: [10, 917, 247, 931]
sudoku-cell[interactable]: [1251, 1991, 1278, 2018]
justice-byline: ଡ. ପ୍ରଫୁଲ୍ଲ ଚନ୍ଦ୍ର ସ୍ୱାଇଁ: [578, 885, 867, 915]
letter-2-author: ରାଧେ ଶ୍ୟାମ ନାୟକ, ମାଳତୀ ପାଟପୁର, ଭୁବନେଶ୍ୱର: [1243, 1114, 1494, 1129]
sudoku-cell[interactable]: [1251, 1882, 1278, 1909]
temple-image: [244, 998, 308, 1088]
sudoku-cell[interactable]: [1414, 1937, 1441, 1964]
arun-headline: ସେଇ ବନାନୀର ସ୍ମୃତିରେ: [453, 1751, 1062, 1828]
sudoku-solution-cell: 4: [1453, 2199, 1471, 2217]
sudoku-cell[interactable]: 3: [1414, 1991, 1441, 2018]
sudoku-cell[interactable]: [1278, 1828, 1305, 1855]
sudoku-cell[interactable]: [1251, 1828, 1278, 1855]
verse-line: ଦୂର ନଭୁ ଆସେ ତା'ର ଆଲୋକ ଛୁଟି,: [25, 74, 191, 89]
sudoku-solution-cell: 2: [1453, 2163, 1471, 2181]
page-bottom-rule: [6, 2300, 1494, 2302]
sudoku-solution-cell: 7: [1435, 2055, 1453, 2073]
contact-editor-note: କେବଳ ସମ୍ପାଦକଙ୍କୁ ପତ୍ର ପାଇଁ ବ୍ୟବହାର କରନ୍ତୁ :: [1200, 1537, 1452, 1551]
jilla-text: ହୀରାକୁଦ ବନ୍ଧ ଜଳଭଣ୍ଡାର ସମସ୍ୟା ପ୍ରତି ପ୍ରଶାସନର ଅବହେଳା ବଢ଼ୁଛି । ଜଳାଶୟର ଚାରିପାଖ ଗାଁ ଗୁଡ଼ିକରେ ପାନୀୟ ଜଳ ଅଭାବ ଦେଖାଦେଇଛି । ବର୍ଷା ଋତୁରେ ବନ୍ଧରୁ ପାଣି ଛାଡ଼ିଲେ ତଳ ଅଞ୍ଚଳ ବୁଡ଼ିଯାଏ । ଗତ ବର୍ଷ ବନ୍ୟାରେ ଅନେକ ଘର ନଷ୍ଟ ହୋଇଥିଲା । ବିସ୍ଥାପିତ ପରିବାରମାନଙ୍କୁ ଏପର୍ଯ୍ୟନ୍ତ ଉଚିତ କ୍ଷତିପୂରଣ ମିଳିନାହିଁ । ଜିଲ୍ଲା ପ୍ରଶାସନ କେବଳ ବୈଠକ କରି ନିଜ କର୍ତ୍ତବ୍ୟ ସାରୁଛି । ଜଳସେଚନ କେନାଲଗୁଡ଼ିକର ମରାମତି ହେଉନାହିଁ । ଚାଷୀମାନେ ଖରିଫ୍ ଚାଷ ପାଇଁ ପାଣି ପାଉନାହାନ୍ତି । ଶିଳ୍ପ ସଂସ୍ଥାଗୁଡ଼ିକୁ ପାଣି ଯୋଗାଣ ଅଗ୍ରାଧିକାର ପାଉଛି ବୋଲି ଅଭିଯୋଗ । ସହରର ଆବର୍ଜନା ନିଷ୍କାସନ ବ୍ୟବସ୍ଥା ମଧ୍ୟ ଭୁଶୁଡ଼ି ପଡ଼ିଛି । ମହାନଦୀ କୂଳରେ ଆବର୍ଜନା ଗଦା ହେଉଛି । ଡାକ୍ତରଖାନାରେ ଡାକ୍ତର ଅଭାବ ଲାଗି ରହିଛି । ରୋଗୀମାନଙ୍କୁ କଟକ ପଠାଯାଉଛି । ଏସବୁ ସମସ୍ୟା ପ୍ରତି ଜନପ୍ରତିନିଧିମାନେ ନୀରବ । ଲୋକେ ଆନ୍ଦୋଳନ କରିବାକୁ ପ୍ରସ୍ତୁତି ଚଳାଇଛନ୍ତି । ପ୍ରଶାସନ କହୁଛି ଚିନ୍ତା ନାହିଁ, ସବୁ ଠିକ୍ ହୋଇଯିବ । କିନ୍ତୁ ବାସ୍ତବତା ଭିନ୍ନ । ସମ୍ବଲପୁରର ଐତିହ୍ୟ ସମଲେଶ୍ୱରୀ ମନ୍ଦିର ପରିସରର ଉନ୍ନତି ମଧ୍ୟ ଅଧାରେ ରହିଛି । ପର୍ଯ୍ୟଟକମାନେ ମୌଳିକ ସୁବିଧା ପାଉନାହାନ୍ତି ।: [6, 1152, 312, 1450]
sudoku-solution-cell: 6: [1417, 2073, 1435, 2091]
page-bottom-strip: [0, 2318, 1500, 2339]
letter-1-author: ପ୍ରମୋଦ ଚନ୍ଦ୍ର ମିଶ୍ର, ବିଜୟ କଲୋନୀ, ଭୁବନେଶ୍ୱର: [1234, 774, 1494, 789]
sudoku-solution-cell: 1: [1453, 2073, 1471, 2091]
sudoku-cell[interactable]: [1305, 1774, 1332, 1801]
chiranthani-author: -କାଳିନ୍ଦୀ ଚରଣ ପାଣିଗ୍ରାହୀ: [149, 195, 301, 213]
arun-col-1: ଗାଁର ଉତ୍ତର ପାଖରେ ଥିବା ବିଶାଳ ଜଙ୍ଗଲ ମୋ ପିଲାଦିନର ସ୍ମୃତି ସହ ଓତଃପ୍ରୋତ ଭାବେ ଜଡ଼ିତ । ସେଇ ଜଙ୍ଗଲରେ ଶାଳ, ପିଆଶାଳ, ମହୁଲ, କେନ୍ଦୁ, ଆମ୍ବ ଓ ଜାମୁ ଗଛ ଭରି ରହିଥିଲା । ଗ୍ରୀଷ୍ମ ଋତୁରେ ମହୁଲ ଫୁଲର ବାସ୍ନା ଚାରିଆଡ଼େ ଖେଳି ଯାଉଥିଲା । ଆମେ ସାଙ୍ଗମାନେ କେନ୍ଦୁ ଓ ଚାର ଗୋଟାଇବାକୁ ଜଙ୍ଗଲ ଯାଉଥିଲୁ । ବର୍ଷା ଦିନେ ଛତୁ ଖୋଜିବାର ଆନନ୍ଦ ଥିଲା ନିଆରା । ମୟୂରର ନାଚ, କୋଇଲିର କୁହୁ ତାନ ଓ ଝରଣାର ଝର ଝର ଶବ୍ଦ ମନକୁ ମୋହି ନେଉଥିଲା । ଶୀତ ଦିନେ ହରିଣ ପଲ ଜଙ୍ଗଲ ଧାରରେ ଚରୁଥିବା ଦେଖିବାକୁ ମିଳୁଥିଲା । ଗାଁ ଲୋକେ ଜଙ୍ଗଲକୁ ଦେବତା ଭଳି ପୂଜୁଥିଲେ । କାଠ କାଟିବା ପୂର୍ବରୁ ବନଦେବୀଙ୍କ ଅନୁମତି ମାଗୁଥିଲେ । ଗ୍ରାମ୍ୟ ଦେବୀଙ୍କ ପୀଠ ଜଙ୍ଗଲ ମଝିରେ ଥିଲା ।: [330, 1850, 605, 2065]
sudoku-solution-cell: 6: [1381, 2109, 1399, 2127]
sudoku-solution-cell: 1: [1435, 2109, 1453, 2127]
sudoku-cell[interactable]: [1224, 1910, 1251, 1937]
sudoku-solution-cell: 9: [1345, 2055, 1363, 2073]
sudoku-solution-cell: 9: [1363, 2163, 1381, 2181]
justice-address: ପୂର୍ବତନ ପ୍ରାଧ୍ୟାପକ(ଓୟୁଏଟି), ଲକ୍ଷ୍ମୀସାଗର, ଭୁବନେଶ୍ୱର, ଫୋନ୍-୨୫୭୨୭୯୦: [737, 1682, 1116, 1697]
ei-bharat-title: ଏଇ ଭାରତରେ: [10, 242, 191, 280]
sudoku-cell[interactable]: 5: [1305, 1882, 1332, 1909]
sudoku-cell[interactable]: 7: [1224, 1855, 1251, 1882]
sudoku-solution-cell: 4: [1381, 2091, 1399, 2109]
sudoku-cell[interactable]: [1224, 1964, 1251, 1991]
sudoku-cell[interactable]: [1278, 1882, 1305, 1909]
sudoku-cell[interactable]: [1305, 1855, 1332, 1882]
sudoku-cell[interactable]: [1305, 1991, 1332, 2018]
sudoku-cell[interactable]: [1251, 1937, 1278, 1964]
sudoku-cell[interactable]: [1387, 1774, 1414, 1801]
contact-box: [1192, 1474, 1494, 1692]
sudoku-solution-cell: 5: [1417, 2055, 1435, 2073]
sudoku-caption: ଏହାର ଉତ୍ତର ଆସନ୍ତାକାଲି ପ୍ରକାଶ ପାଇବ ।: [1235, 2028, 1451, 2042]
letter-1-text: ମହାଶୟ, ଧରିତ୍ରୀ(୩୦/୬)ରେ ପ୍ରକାଶିତ ବିପିନ ବିହାରୀ ମିଶ୍ରଙ୍କ ପ୍ରବନ୍ଧ 'ରାଷ୍ଟ୍ରୀୟସ୍ତର ଶିକ୍ଷା' ପଢ଼ି ଭଲ ଲାଗିଲା । ଲେଖକ ଆମ ରାଜ୍ୟର ଶିକ୍ଷା ବ୍ୟବସ୍ଥାର ସମସ୍ୟା ଉପରେ ଆଲୋକପାତ କରିଛନ୍ତି । ରାଜ୍ୟରେ ଉଚ୍ଚ ଶିକ୍ଷା ପ୍ରତିଷ୍ଠାନଗୁଡ଼ିକର ମାନ ଜାତୀୟ ସ୍ତରରେ ଖସି ଯାଉଛି । ଶିକ୍ଷକ ଅଭାବ, ଭିତ୍ତିଭୂମିର ଅଭାବ ଓ ଗବେଷଣା ପ୍ରତି ଅବହେଳା ଏହାର ମୁଖ୍ୟ କାରଣ । ରାଷ୍ଟ୍ରୀୟ ସ୍ତରର ପ୍ରତିଯୋଗିତାମୂଳକ ପରୀକ୍ଷାରେ ଓଡ଼ିଆ ଛାତ୍ରଛାତ୍ରୀଙ୍କ ସଫଳତା ହାର କମ୍ । ବହୁ ମେଧାବୀ ଛାତ୍ର ଉଚ୍ଚ ଶିକ୍ଷା ପାଇଁ ବାହାର ରାଜ୍ୟକୁ ଯାଉଛନ୍ତି । ଏହାଦ୍ୱାରା ରାଜ୍ୟରୁ ବହୁ ଅର୍ଥ ବାହାରକୁ ଯାଉଛି । ସରକାର ବିଶ୍ୱବିଦ୍ୟାଳୟଗୁଡ଼ିକୁ ସ୍ୱାୟତ୍ତତା ଦେଇ ଗୁଣାତ୍ମକ ଶିକ୍ଷା ସୁନିଶ୍ଚିତ କରିବା ଉଚିତ । ଘରୋଇ ଶିକ୍ଷାନୁଷ୍ଠାନଗୁଡ଼ିକ ଉପରେ କଡ଼ା ନଜର ରଖିବା ଦରକାର । ବୃତ୍ତିଗତ ଶିକ୍ଷା ଓ କୌଶଳ ବିକାଶକୁ ଗୁରୁତ୍ୱ ଦେବାକୁ ହେବ ।: [1192, 110, 1494, 341]
sudoku-solution-cell: 9: [1381, 2181, 1399, 2199]
sudoku-cell[interactable]: 4: [1224, 1937, 1251, 1964]
sudoku-cell[interactable]: [1387, 1991, 1414, 2018]
sudoku-cell[interactable]: [1360, 1774, 1387, 1801]
sudoku-cell[interactable]: 6: [1387, 1937, 1414, 1964]
verse-line: ଅଯତନ କେଣ ବେଶ ପଡ଼ିଛି ଫୁଟି ?: [25, 146, 186, 161]
sudoku-solution-cell: 2: [1399, 2109, 1417, 2127]
sudoku-cell[interactable]: [1332, 1964, 1359, 1991]
sudoku-solution-caption: ଗତକାଲି ପ୍ରକାଶିତ ସୁଡୋକୁର ଉତ୍ତର: [1330, 2226, 1486, 2238]
sudoku-cell[interactable]: [1414, 1774, 1441, 1801]
arun-divider-2: [899, 1850, 900, 2290]
sudoku-cell[interactable]: [1278, 1937, 1305, 1964]
jilla-box: [6, 994, 312, 1092]
sudoku-solution-cell: 5: [1399, 2181, 1417, 2199]
sudoku-cell[interactable]: [1278, 1801, 1305, 1828]
sudoku-solution-cell: 2: [1435, 2199, 1453, 2217]
bottom-rule: [6, 1728, 1186, 1729]
sudoku-cell[interactable]: 8: [1414, 1801, 1441, 1828]
sudoku-cell[interactable]: [1278, 1855, 1305, 1882]
sudoku-solution-cell: 2: [1381, 2055, 1399, 2073]
justice-col-divider: [721, 930, 722, 1720]
sudoku-cell[interactable]: [1441, 1828, 1468, 1855]
sudoku-cell[interactable]: [1387, 1882, 1414, 1909]
sudoku-solution-cell: 6: [1327, 2163, 1345, 2181]
sudoku-solution-cell: 3: [1363, 2109, 1381, 2127]
contact-email-1-note: (Use only for letters to Editor, news & news photos): [1200, 1570, 1470, 1582]
sudoku-cell[interactable]: [1414, 1910, 1441, 1937]
contact-heading: ପାଠକ ଶ୍ରେଷ୍ଠ ବିଚାରକ ସ୍ତମ୍ଭକୁ ପତ୍ର ପଠାଇବାର ଠିକଣା:: [1200, 1483, 1484, 1497]
